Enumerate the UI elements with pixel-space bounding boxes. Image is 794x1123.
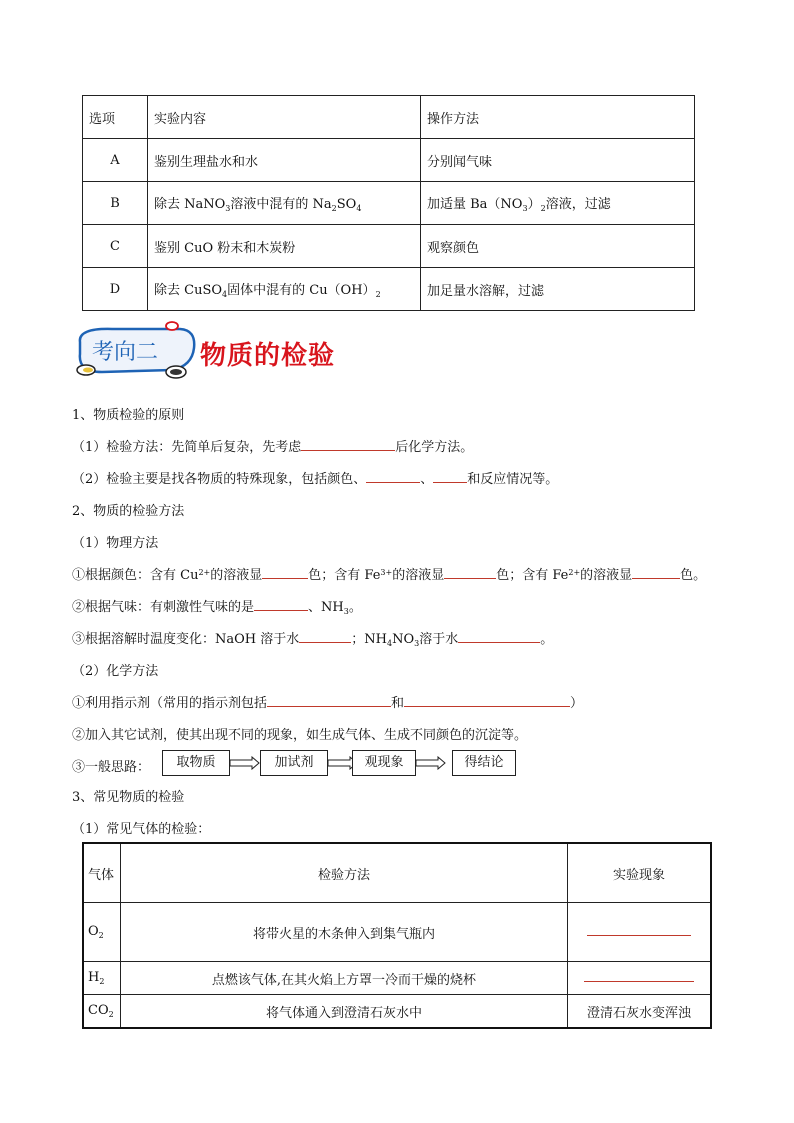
answer-blank[interactable] [254,597,308,611]
answer-blank[interactable] [299,629,351,643]
section-title: 物质的检验 [200,341,336,371]
text-line: ①根据颜色：含有 $Cu^{2+}$的溶液显 色；含有 $Fe^{3+}$的溶液显 色；含有 $Fe^{2+}$的溶液显 色。 [72,564,706,583]
double-arrow-icon [230,756,260,770]
text-line: ②加入其它试剂，使其出现不同的现象，如生成气体、生成不同颜色的沉淀等。 [72,728,528,743]
answer-blank[interactable] [366,469,420,483]
table-row [83,903,711,962]
test-method: 将带火星的木条伸入到集气瓶内 [121,903,568,962]
double-arrow-icon [416,756,446,770]
test-method: 点燃该气体,在其火焰上方罩一冷而干燥的烧杯 [121,962,568,995]
text-line: ①利用指示剂（常用的指示剂包括 和 ） [72,692,583,711]
badge-shape-icon [72,320,202,382]
table-row [83,139,695,182]
text-line: （2）检验主要是找各物质的特殊现象，包括颜色、 、 和反应情况等。 [72,468,558,487]
table-row [83,962,711,995]
heading-methods: 2、物质的检验方法 [72,504,185,519]
heading-principle: 1、物质检验的原则 [72,408,185,423]
operation-method: 分别闻气味 [421,139,695,182]
answer-blank[interactable] [632,565,680,579]
option-label: C [83,225,148,268]
gas-formula: $O_2$ [83,903,121,962]
phenomenon: 澄清石灰水变浑浊 [568,995,712,1029]
gas-formula: $H_2$ [83,962,121,995]
option-label: A [83,139,148,182]
subheading-chemical: （2）化学方法 [72,664,159,679]
flow-step: 观现象 [352,750,416,776]
header-phenomenon: 实验现象 [568,843,712,903]
test-method: 将气体通入到澄清石灰水中 [121,995,568,1029]
experiment-content: 鉴别 CuO 粉末和木炭粉 [148,225,421,268]
experiment-content: 除去 CuSO$_4$固体中混有的 $Cu(OH)_2$ [148,268,421,311]
flow-step: 取物质 [162,750,230,776]
answer-blank[interactable] [404,693,570,707]
answer-blank[interactable] [433,469,467,483]
text-line: ②根据气味：有刺激性气味的是 、$NH_3$。 [72,596,362,616]
header-test-method: 检验方法 [121,843,568,903]
subheading-gases: （1）常见气体的检验： [72,822,211,837]
option-label: B [83,182,148,225]
subheading-physical: （1）物理方法 [72,536,159,551]
phenomenon-blank[interactable] [568,903,712,962]
header-option: 选项 [83,96,148,139]
heading-common: 3、常见物质的检验 [72,790,185,805]
answer-blank[interactable] [444,565,496,579]
text-line: ③根据溶解时温度变化：NaOH 溶于水 ；$NH_4NO_3$溶于水 。 [72,628,553,648]
options-table [82,95,695,311]
gas-test-table [82,842,712,1029]
operation-method: 加足量水溶解，过滤 [421,268,695,311]
header-content: 实验内容 [148,96,421,139]
operation-method: 观察颜色 [421,225,695,268]
answer-blank[interactable] [267,693,391,707]
table-row [83,182,695,225]
table-header-row [83,843,711,903]
operation-method: 加适量 $Ba(NO_3)_2$溶液，过滤 [421,182,695,225]
experiment-content: 除去 NaNO$_3$溶液中混有的 $Na_2SO_4$ [148,182,421,225]
option-label: D [83,268,148,311]
text-line: ③一般思路： [72,760,151,775]
answer-blank[interactable] [262,565,308,579]
text-line: （1）检验方法：先简单后复杂，先考虑 后化学方法。 [72,436,473,455]
answer-blank[interactable] [458,629,540,643]
answer-blank[interactable] [301,437,395,451]
table-row [83,225,695,268]
flow-step: 加试剂 [260,750,328,776]
general-approach-flow [162,750,642,780]
badge-text: 考向二 [92,340,159,365]
table-header-row [83,96,695,139]
experiment-content: 鉴别生理盐水和水 [148,139,421,182]
phenomenon-blank[interactable] [568,962,712,995]
header-method: 操作方法 [421,96,695,139]
table-row [83,268,695,311]
header-gas: 气体 [83,843,121,903]
gas-formula: $CO_2$ [83,995,121,1029]
flow-step: 得结论 [452,750,516,776]
table-row [83,995,711,1029]
